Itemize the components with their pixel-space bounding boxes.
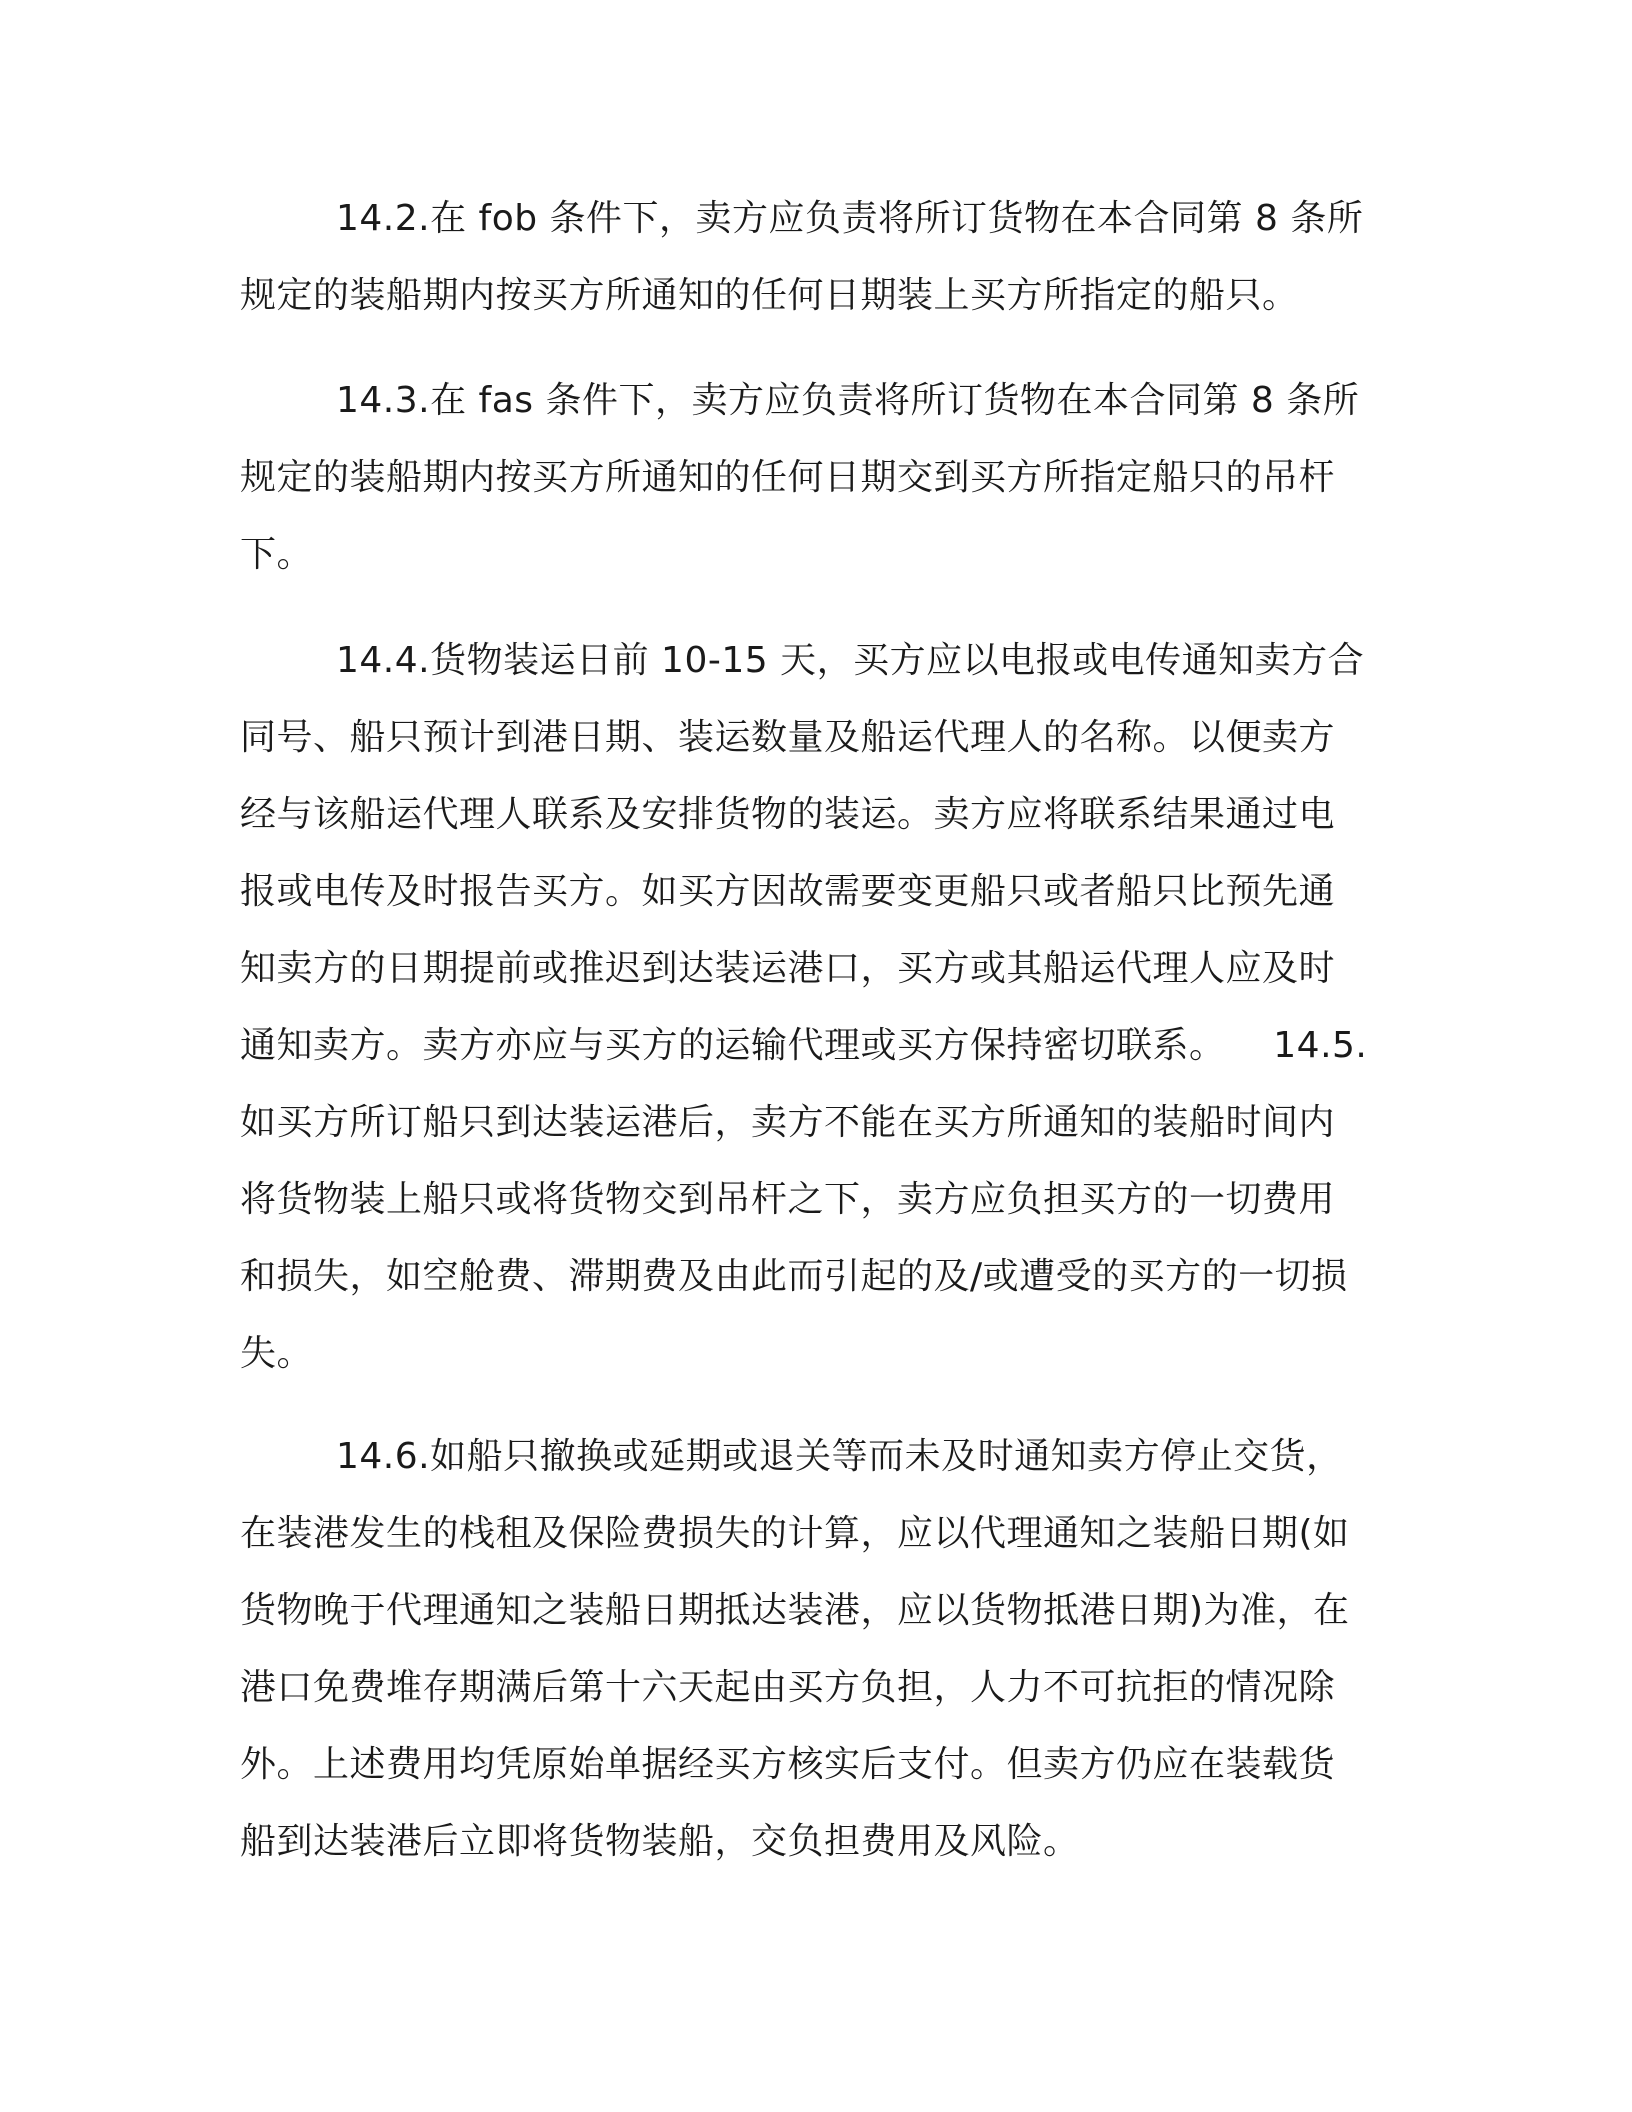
- text-line: 如买方所订船只到达装运港后，卖方不能在买方所通知的装船时间内: [240, 1102, 1336, 1143]
- clause-14-6-paragraph: [240, 1418, 1380, 1880]
- text-line: 在装港发生的栈租及保险费损失的计算，应以代理通知之装船日期(如: [240, 1513, 1350, 1554]
- text-line: 货物晚于代理通知之装船日期抵达装港，应以货物抵港日期)为准，在: [240, 1590, 1350, 1631]
- clause-14-2-paragraph: [240, 180, 1380, 334]
- text-line: 14.6.如船只撤换或延期或退关等而未及时通知卖方停止交货，: [336, 1436, 1343, 1477]
- clause-14-4-14-5-paragraph: [240, 622, 1380, 1392]
- text-line: 规定的装船期内按买方所通知的任何日期装上买方所指定的船只。: [240, 275, 1299, 316]
- text-line: 14.2.在 fob 条件下，卖方应负责将所订货物在本合同第 8 条所: [336, 198, 1364, 239]
- clause-14-3-paragraph: [240, 362, 1380, 593]
- text-line: 下。: [240, 534, 314, 575]
- text-line: 失。: [240, 1333, 314, 1374]
- text-line: 14.3.在 fas 条件下，卖方应负责将所订货物在本合同第 8 条所: [336, 380, 1360, 421]
- text-line: 通知卖方。卖方亦应与买方的运输代理或买方保持密切联系。 14.5.: [240, 1025, 1368, 1066]
- text-line: 船到达装港后立即将货物装船，交负担费用及风险。: [240, 1821, 1080, 1862]
- text-line: 和损失，如空舱费、滞期费及由此而引起的及/或遭受的买方的一切损: [240, 1256, 1348, 1297]
- text-line: 规定的装船期内按买方所通知的任何日期交到买方所指定船只的吊杆: [240, 457, 1336, 498]
- text-line: 将货物装上船只或将货物交到吊杆之下，卖方应负担买方的一切费用: [240, 1179, 1336, 1220]
- text-line: 报或电传及时报告买方。如买方因故需要变更船只或者船只比预先通: [240, 871, 1336, 912]
- text-line: 14.4.货物装运日前 10-15 天，买方应以电报或电传通知卖方合: [336, 640, 1365, 681]
- text-line: 同号、船只预计到港日期、装运数量及船运代理人的名称。以便卖方: [240, 717, 1336, 758]
- text-line: 港口免费堆存期满后第十六天起由买方负担，人力不可抗拒的情况除: [240, 1667, 1336, 1708]
- text-line: 经与该船运代理人联系及安排货物的装运。卖方应将联系结果通过电: [240, 794, 1336, 835]
- text-line: 知卖方的日期提前或推迟到达装运港口，买方或其船运代理人应及时: [240, 948, 1336, 989]
- text-line: 外。上述费用均凭原始单据经买方核实后支付。但卖方仍应在装载货: [240, 1744, 1336, 1785]
